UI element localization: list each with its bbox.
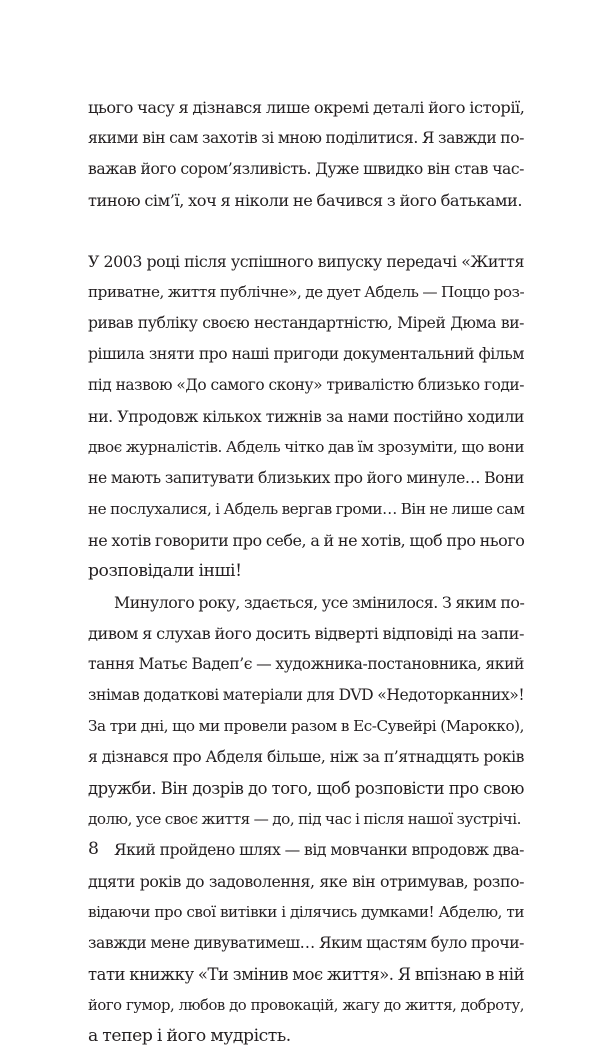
text-line: У 2003 році після успішного випуску передачі «Життя: [88, 252, 524, 271]
paragraph-4: [88, 835, 524, 1052]
paragraph-2: [88, 246, 524, 587]
text-line: важав його сором’язливість. Дуже швидко він став час-: [88, 160, 524, 178]
text-line: ни. Упродовж кількох тижнів за нами постійно ходили: [88, 407, 524, 426]
text-line: дцяти років до задоволення, яке він отримував, розпо-: [88, 872, 524, 891]
paragraph-1: [88, 92, 524, 216]
text-line: під назвою «До самого скону» тривалістю близько годи-: [88, 376, 524, 394]
text-line: тиною сім’ї, хоч я ніколи не бачився з його батьками.: [88, 191, 523, 210]
text-line: ривав публіку своєю нестандартністю, Мірей Дюма ви-: [88, 314, 524, 332]
text-line: не послухалися, і Абдель вергав громи… Він не лише сам: [88, 500, 525, 518]
text-line: Минулого року, здається, усе змінилося. З яким по-: [114, 593, 525, 612]
text-line: двоє журналістів. Абдель чітко дав їм зрозуміти, що вони: [88, 438, 524, 456]
text-line: дружби. Він дозрів до того, щоб розповісти про свою: [88, 779, 524, 798]
text-line: не мають запитувати близьких про його минуле… Вони: [88, 469, 524, 487]
page-body: [88, 92, 524, 1052]
text-line: цього часу я дізнався лише окремі деталі його історії,: [88, 98, 525, 117]
text-line: знімав додаткові матеріали для DVD «Недоторканних»!: [88, 686, 525, 704]
text-line: тання Матьє Вадеп’є — художника-постановника, який: [88, 655, 524, 673]
text-line: приватне, життя публічне», де дует Абдель — Поццо роз-: [88, 283, 525, 301]
page-number: 8: [88, 839, 99, 859]
paragraph-3: [88, 587, 524, 835]
section-gap: [88, 216, 524, 246]
text-line: не хотів говорити про себе, а й не хотів, щоб про нього: [88, 531, 525, 550]
text-line: За три дні, що ми провели разом в Ес-Сувейрі (Марокко),: [88, 717, 524, 735]
text-line: Який пройдено шлях — від мовчанки впродовж два-: [114, 841, 524, 859]
text-line: дивом я слухав його досить відверті відповіді на запи-: [88, 624, 524, 643]
text-line: а тепер і його мудрість.: [88, 1026, 291, 1046]
text-line: рішила зняти про наші пригоди документальний фільм: [88, 345, 524, 363]
text-line: розповідали інші!: [88, 561, 242, 581]
text-line: тати книжку «Ти змінив моє життя». Я впізнаю в ній: [88, 965, 525, 984]
text-line: його гумор, любов до провокацій, жагу до життя, доброту,: [88, 997, 524, 1014]
text-line: долю, усе своє життя — до, під час і після нашої зустрічі.: [88, 810, 522, 828]
text-line: я дізнався про Абделя більше, ніж за п’ятнадцять років: [88, 748, 524, 766]
text-line: відаючи про свої витівки і ділячись думками! Абделю, ти: [88, 903, 524, 921]
text-line: завжди мене дивуватимеш… Яким щастям було прочи-: [88, 934, 524, 952]
text-line: якими він сам захотів зі мною поділитися. Я завжди по-: [88, 129, 524, 147]
